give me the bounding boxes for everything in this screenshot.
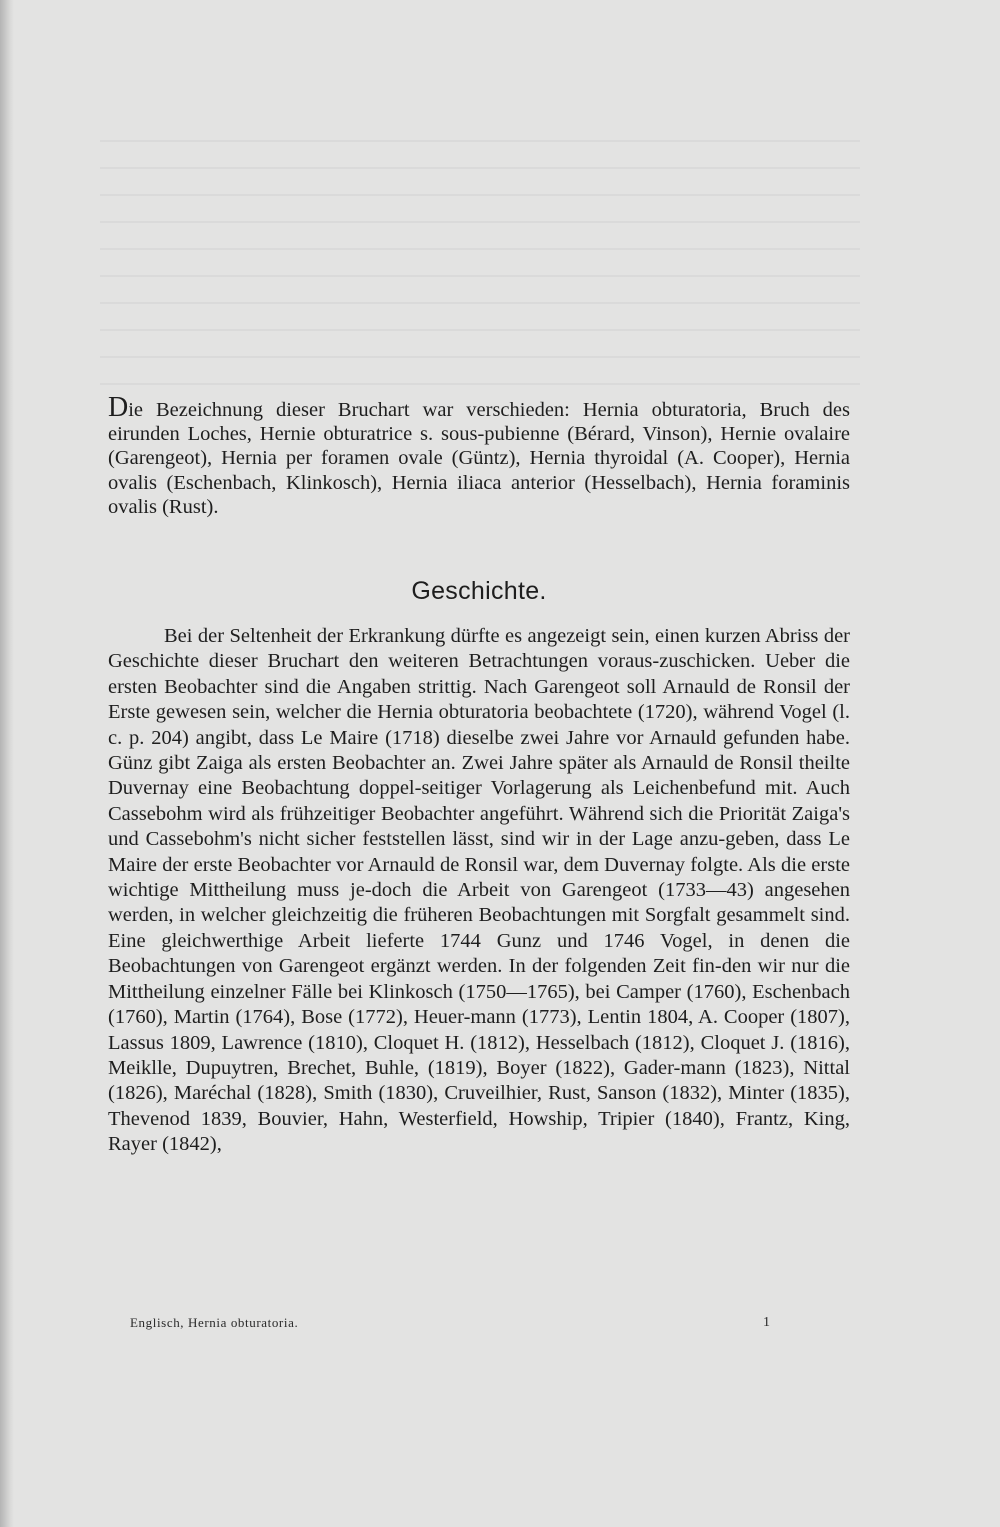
body-block [108,624,850,1158]
intro-text: ie Bezeichnung dieser Bruchart war verschieden: Hernia obturatoria, Bruch des eirunden Loches, Hernie obturatrice s. sous-pubienne (Bérard, Vinson), Hernie ovalaire (Garengeot), Hernia per foramen ovale (Güntz), Hernia thyroidal (A. Cooper), Hernia ovalis (Eschenbach, Klinkosch), Hernia iliaca anterior (Hesselbach), Hernia foraminis ovalis (Rust). [108,399,850,518]
footer-signature: Englisch, Hernia obturatoria. [130,1315,299,1330]
sheet-number: 1 [763,1315,770,1330]
section-heading: Geschichte. [411,577,547,605]
show-through-texture [100,140,860,400]
page-binding-edge [0,0,14,1527]
body-paragraph: Bei der Seltenheit der Erkrankung dürfte es angezeigt sein, einen kurzen Abriss der Geschichte dieser Bruchart den weiteren Betrachtungen voraus-zuschicken. Ueber die ersten Beobachter sind die Angaben strittig. Nach Garengeot soll Arnauld de Ronsil der Erste gewesen sein, welcher die Hernia obturatoria beobachtete (1720), während Vogel (l. c. p. 204) angibt, dass Le Maire (1718) dieselbe zwei Jahre vor Arnauld gefunden habe. Günz gibt Zaiga als ersten Beobachter an. Zwei Jahre später als Arnauld de Ronsil theilte Duvernay eine Beobachtung doppel-seitiger Vorlagerung als Leichenbefund mit. Auch Cassebohm wird als frühzeitiger Beobachter angeführt. Während sich die Priorität Zaiga's und Cassebohm's nicht sicher feststellen lässt, sind wir in der Lage anzu-geben, dass Le Maire der erste Beobachter vor Arnauld de Ronsil war, dem Duvernay folgte. Als die erste wichtige Mittheilung muss je-doch die Arbeit von Garengeot (1733—43) angesehen werden, in welcher gleichzeitig die früheren Beobachtungen mit Sorgfalt gesammelt sind. Eine gleichwerthige Arbeit lieferte 1744 Gunz und 1746 Vogel, in denen die Beobachtungen von Garengeot ergänzt werden. In der folgenden Zeit fin-den wir nur die Mittheilung einzelner Fälle bei Klinkosch (1750—1765), bei Camper (1760), Eschenbach (1760), Martin (1764), Bose (1772), Heuer-mann (1773), Lentin 1804, A. Cooper (1807), Lassus 1809, Lawrence (1810), Cloquet H. (1812), Hesselbach (1812), Cloquet J. (1816), Meiklle, Dupuytren, Brechet, Buhle, (1819), Boyer (1822), Gader-mann (1823), Nittal (1826), Maréchal (1828), Smith (1830), Cruveilhier, Rust, Sanson (1832), Minter (1835), Thevenod 1839, Bouvier, Hahn, Westerfield, Howship, Tripier (1840), Frantz, King, Rayer (1842), [108,625,850,1156]
intro-paragraph [108,394,850,519]
intro-block [108,394,850,519]
drop-cap: D [108,392,129,423]
